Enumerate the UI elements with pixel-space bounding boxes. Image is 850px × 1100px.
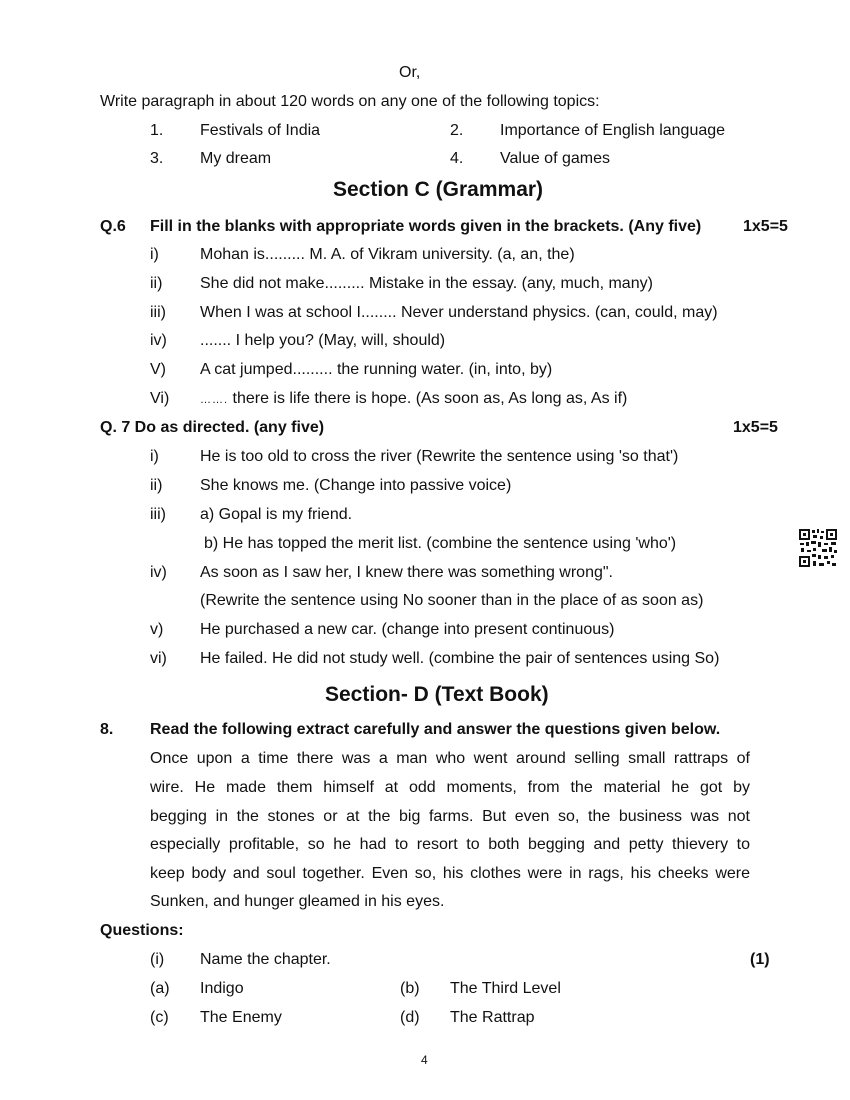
option-text: The Third Level [450,980,561,997]
option-text: The Enemy [200,1009,282,1026]
q7-prompt: Q. 7 Do as directed. (any five) [100,419,325,436]
passage-line: especially profitable, so he had to resort to both begging and petty thievery to [150,836,750,853]
q6-marks: 1x5=5 [743,218,788,235]
sub-question-marks: (1) [750,951,770,968]
qr-code-icon [798,528,838,568]
q6-item-text: ....... I help you? (May, will, should) [200,332,446,349]
q6-item-number: i) [150,246,159,263]
q7-item-text: He purchased a new car. (change into present continuous) [200,621,615,638]
q6-number: Q.6 [100,218,126,235]
passage-line: Once upon a time there was a man who went around selling small rattraps of [150,750,750,767]
q8-number: 8. [100,721,114,738]
sub-question-number: (i) [150,951,165,968]
q6-item-text: A cat jumped......... the running water. (in, into, by) [200,361,553,378]
topic-number: 2. [450,122,464,139]
topic-number: 1. [150,122,164,139]
questions-label: Questions: [100,922,184,939]
option-label: (c) [150,1009,169,1026]
option-text: Indigo [200,980,244,997]
section-c-title: Section C (Grammar) [333,178,544,201]
q7-item-text-second-line: b) He has topped the merit list. (combine the sentence using 'who') [204,535,677,552]
q6-item-text: Mohan is......... M. A. of Vikram university. (a, an, the) [200,246,575,263]
topic-number: 4. [450,150,464,167]
q6-prompt: Fill in the blanks with appropriate words given in the brackets. (Any five) [150,218,702,235]
or-text: Or, [399,64,421,81]
topic-text: Festivals of India [200,122,321,139]
q7-item-number: iv) [150,564,167,581]
option-label: (d) [400,1009,420,1026]
q7-item-text: a) Gopal is my friend. [200,506,353,523]
q6-item-number: V) [150,361,166,378]
q6-item-number: Vi) [150,390,170,407]
passage-line: wire. He made them himself at odd moments, from the material he got by [150,779,750,796]
q7-item-number: ii) [150,477,163,494]
q7-item-text: He is too old to cross the river (Rewrite the sentence using 'so that') [200,448,679,465]
q6-item-text: When I was at school I........ Never understand physics. (can, could, may) [200,304,718,321]
topic-text: Importance of English language [500,122,726,139]
q7-item-number: i) [150,448,159,465]
section-d-title: Section- D (Text Book) [325,683,549,706]
q6-item-text [200,389,627,410]
option-label: (a) [150,980,170,997]
topic-text: Value of games [500,150,610,167]
sub-question-text: Name the chapter. [200,951,331,968]
q6-item-text: She did not make......... Mistake in the essay. (any, much, many) [200,275,653,292]
q7-item-number: iii) [150,506,166,523]
q7-item-text: He failed. He did not study well. (combine the pair of sentences using So) [200,650,720,667]
topic-number: 3. [150,150,164,167]
q6-item-text-rest: there is life there is hope. (As soon as, As long as, As if) [228,390,628,407]
q7-marks: 1x5=5 [733,419,778,436]
passage-line: keep body and soul together. Even so, his clothes were in rags, his cheeks were [150,865,750,882]
q6-item-number: iv) [150,332,167,349]
blank-dots: ……. [200,394,229,406]
q7-item-number: v) [150,621,164,638]
q8-prompt: Read the following extract carefully and answer the questions given below. [150,721,721,738]
q6-item-number: iii) [150,304,166,321]
option-label: (b) [400,980,420,997]
q7-item-text: She knows me. (Change into passive voice) [200,477,512,494]
page-number: 4 [421,1053,428,1067]
passage-line: begging in the stones or at the big farms. But even so, the business was not [150,808,750,825]
q7-item-text: As soon as I saw her, I knew there was something wrong". [200,564,613,581]
q7-item-number: vi) [150,650,167,667]
writing-instruction: Write paragraph in about 120 words on any one of the following topics: [100,93,600,110]
q6-item-number: ii) [150,275,163,292]
option-text: The Rattrap [450,1009,535,1026]
q7-item-text-second-line: (Rewrite the sentence using No sooner than in the place of as soon as) [200,592,704,609]
topic-text: My dream [200,150,272,167]
passage-line: Sunken, and hunger gleamed in his eyes. [150,893,445,910]
